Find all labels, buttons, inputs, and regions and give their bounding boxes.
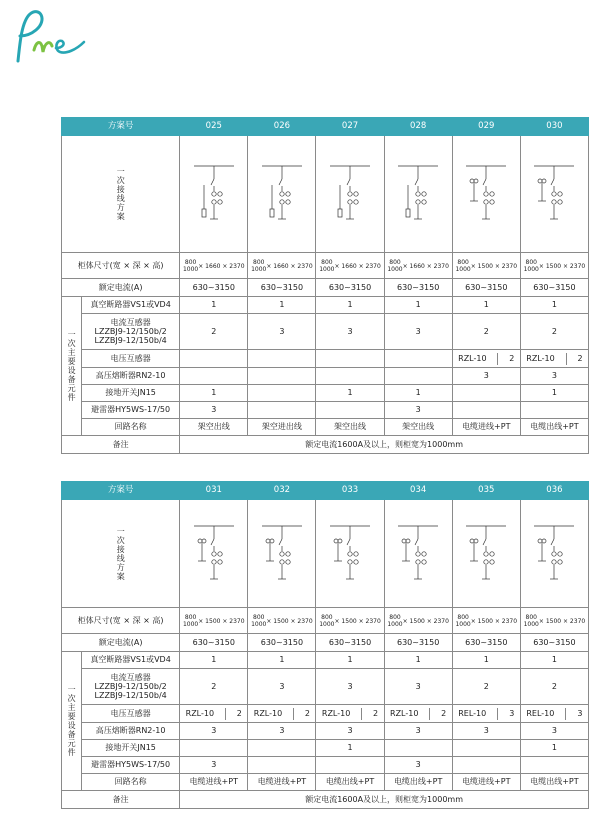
breaker-qty: 1 bbox=[384, 652, 452, 669]
rated-current: 630~3150 bbox=[180, 279, 248, 297]
arrester-qty: 3 bbox=[384, 402, 452, 419]
cabinet-size: 800 1000 × 1500 × 2370 bbox=[452, 608, 520, 634]
scheme-diagram bbox=[248, 136, 316, 253]
cabinet-size: 800 1000 × 1500 × 2370 bbox=[452, 253, 520, 279]
scheme-number: 027 bbox=[316, 118, 384, 136]
breaker-qty: 1 bbox=[248, 652, 316, 669]
arrester-qty bbox=[452, 402, 520, 419]
breaker-label: 真空断路器VS1或VD4 bbox=[82, 652, 180, 669]
scheme-number: 034 bbox=[384, 482, 452, 500]
scheme-number: 025 bbox=[180, 118, 248, 136]
note-text: 额定电流1600A及以上，则柜宽为1000mm bbox=[180, 791, 589, 809]
circuit-diagram-icon bbox=[320, 521, 380, 587]
circuit-name: 架空出线 bbox=[316, 419, 384, 436]
scheme-diagram bbox=[452, 136, 520, 253]
rated-current: 630~3150 bbox=[316, 279, 384, 297]
circuit-diagram-icon bbox=[320, 161, 380, 227]
cabinet-size: 800 1000 × 1500 × 2370 bbox=[180, 608, 248, 634]
earth-qty bbox=[452, 740, 520, 757]
breaker-qty: 1 bbox=[520, 652, 588, 669]
pt-label: 电压互感器 bbox=[82, 350, 180, 368]
arrester-label: 避雷器HY5WS-17/50 bbox=[82, 757, 180, 774]
rated-current: 630~3150 bbox=[180, 634, 248, 652]
ct-qty: 3 bbox=[248, 669, 316, 705]
breaker-qty: 1 bbox=[180, 297, 248, 314]
earth-qty bbox=[248, 385, 316, 402]
scheme-diagram bbox=[180, 136, 248, 253]
fuse-qty bbox=[316, 368, 384, 385]
circuit-diagram-icon bbox=[252, 521, 312, 587]
circuit-name: 电缆进线+PT bbox=[248, 774, 316, 791]
circuit-diagram-icon bbox=[524, 521, 584, 587]
ct-qty: 2 bbox=[520, 314, 588, 350]
circuit-name: 电缆出线+PT bbox=[316, 774, 384, 791]
header-label: 方案号 bbox=[62, 118, 180, 136]
breaker-qty: 1 bbox=[384, 297, 452, 314]
circuit-diagram-icon bbox=[184, 521, 244, 587]
cabinet-size: 800 1000 × 1500 × 2370 bbox=[316, 608, 384, 634]
arrester-qty bbox=[248, 757, 316, 774]
pt-spec bbox=[180, 350, 248, 368]
scheme-row-label: 一次接线方案 bbox=[62, 500, 180, 608]
rated-current: 630~3150 bbox=[384, 279, 452, 297]
arrester-qty bbox=[316, 402, 384, 419]
breaker-qty: 1 bbox=[180, 652, 248, 669]
scheme-number: 033 bbox=[316, 482, 384, 500]
ct-label: 电流互感器 LZZBJ9-12/150b/2 LZZBJ9-12/150b/4 bbox=[82, 314, 180, 350]
circuit-name: 电缆进线+PT bbox=[452, 419, 520, 436]
cabinet-size: 800 1000 × 1660 × 2370 bbox=[180, 253, 248, 279]
earth-qty: 1 bbox=[316, 740, 384, 757]
current-label: 额定电流(A) bbox=[62, 279, 180, 297]
fuse-qty: 3 bbox=[520, 723, 588, 740]
scheme-number: 036 bbox=[520, 482, 588, 500]
pt-spec: RZL-10 2 bbox=[180, 705, 248, 723]
scheme-number: 030 bbox=[520, 118, 588, 136]
pt-spec bbox=[384, 350, 452, 368]
cabinet-size: 800 1000 × 1500 × 2370 bbox=[520, 608, 588, 634]
cabinet-size: 800 1000 × 1660 × 2370 bbox=[384, 253, 452, 279]
scheme-number: 026 bbox=[248, 118, 316, 136]
rated-current: 630~3150 bbox=[384, 634, 452, 652]
earth-qty bbox=[180, 740, 248, 757]
fuse-qty: 3 bbox=[452, 368, 520, 385]
breaker-qty: 1 bbox=[452, 297, 520, 314]
note-label: 备注 bbox=[62, 791, 180, 809]
circuit-diagram-icon bbox=[524, 161, 584, 227]
rated-current: 630~3150 bbox=[452, 634, 520, 652]
pt-spec: RZL-10 2 bbox=[384, 705, 452, 723]
circuit-diagram-icon bbox=[456, 161, 516, 227]
table-header bbox=[62, 482, 589, 500]
cabinet-size: 800 1000 × 1500 × 2370 bbox=[248, 608, 316, 634]
circuit-name: 架空进出线 bbox=[248, 419, 316, 436]
scheme-diagram bbox=[452, 500, 520, 608]
scheme-number: 028 bbox=[384, 118, 452, 136]
cabinet-size: 800 1000 × 1660 × 2370 bbox=[316, 253, 384, 279]
scheme-diagram bbox=[180, 500, 248, 608]
arrester-qty: 3 bbox=[180, 757, 248, 774]
scheme-table bbox=[61, 117, 589, 454]
pt-spec bbox=[316, 350, 384, 368]
earth-qty: 1 bbox=[384, 385, 452, 402]
arrester-qty bbox=[520, 757, 588, 774]
circuit-diagram-icon bbox=[252, 161, 312, 227]
arrester-qty bbox=[316, 757, 384, 774]
scheme-diagram bbox=[316, 500, 384, 608]
scheme-table bbox=[61, 481, 589, 809]
fuse-label: 高压熔断器RN2-10 bbox=[82, 368, 180, 385]
fuse-qty: 3 bbox=[384, 723, 452, 740]
pt-spec bbox=[248, 350, 316, 368]
circuit-name: 电缆出线+PT bbox=[384, 774, 452, 791]
pt-spec: RZL-10 2 bbox=[452, 350, 520, 368]
ct-qty: 2 bbox=[180, 314, 248, 350]
scheme-row-label: 一次接线方案 bbox=[62, 136, 180, 253]
circuit-diagram-icon bbox=[184, 161, 244, 227]
group-label: 一次主要设备元件 bbox=[62, 652, 82, 791]
group-label: 一次主要设备元件 bbox=[62, 297, 82, 436]
pt-spec: RZL-10 2 bbox=[248, 705, 316, 723]
fuse-qty bbox=[248, 368, 316, 385]
rated-current: 630~3150 bbox=[520, 634, 588, 652]
earth-qty bbox=[384, 740, 452, 757]
fuse-label: 高压熔断器RN2-10 bbox=[82, 723, 180, 740]
scheme-number: 031 bbox=[180, 482, 248, 500]
fuse-qty: 3 bbox=[452, 723, 520, 740]
circuit-diagram-icon bbox=[388, 161, 448, 227]
circuit-name: 电缆出线+PT bbox=[520, 774, 588, 791]
ct-qty: 2 bbox=[452, 669, 520, 705]
pt-spec: REL-10 3 bbox=[520, 705, 588, 723]
earth-qty: 1 bbox=[316, 385, 384, 402]
rated-current: 630~3150 bbox=[452, 279, 520, 297]
earth-qty bbox=[248, 740, 316, 757]
note-label: 备注 bbox=[62, 436, 180, 454]
scheme-diagram bbox=[248, 500, 316, 608]
scheme-diagram bbox=[384, 500, 452, 608]
rated-current: 630~3150 bbox=[520, 279, 588, 297]
arrester-qty: 3 bbox=[384, 757, 452, 774]
cabinet-size: 800 1000 × 1660 × 2370 bbox=[248, 253, 316, 279]
logo-icon bbox=[10, 6, 90, 66]
arrester-qty: 3 bbox=[180, 402, 248, 419]
arrester-qty bbox=[452, 757, 520, 774]
breaker-qty: 1 bbox=[316, 297, 384, 314]
circuit-name: 架空出线 bbox=[384, 419, 452, 436]
earth-label: 接地开关JN15 bbox=[82, 740, 180, 757]
ct-qty: 3 bbox=[384, 314, 452, 350]
breaker-qty: 1 bbox=[316, 652, 384, 669]
ct-label: 电流互感器 LZZBJ9-12/150b/2 LZZBJ9-12/150b/4 bbox=[82, 669, 180, 705]
circuit-label: 回路名称 bbox=[82, 419, 180, 436]
current-label: 额定电流(A) bbox=[62, 634, 180, 652]
ct-qty: 2 bbox=[452, 314, 520, 350]
circuit-name: 电缆进线+PT bbox=[452, 774, 520, 791]
scheme-number: 029 bbox=[452, 118, 520, 136]
scheme-diagram bbox=[316, 136, 384, 253]
breaker-qty: 1 bbox=[520, 297, 588, 314]
arrester-label: 避雷器HY5WS-17/50 bbox=[82, 402, 180, 419]
breaker-qty: 1 bbox=[452, 652, 520, 669]
circuit-diagram-icon bbox=[388, 521, 448, 587]
fuse-qty: 3 bbox=[180, 723, 248, 740]
earth-label: 接地开关JN15 bbox=[82, 385, 180, 402]
arrester-qty bbox=[520, 402, 588, 419]
rated-current: 630~3150 bbox=[248, 279, 316, 297]
ct-qty: 2 bbox=[180, 669, 248, 705]
scheme-diagram bbox=[384, 136, 452, 253]
arrester-qty bbox=[248, 402, 316, 419]
pt-spec: REL-10 3 bbox=[452, 705, 520, 723]
circuit-diagram-icon bbox=[456, 521, 516, 587]
cabinet-size: 800 1000 × 1500 × 2370 bbox=[520, 253, 588, 279]
circuit-label: 回路名称 bbox=[82, 774, 180, 791]
circuit-name: 架空出线 bbox=[180, 419, 248, 436]
breaker-label: 真空断路器VS1或VD4 bbox=[82, 297, 180, 314]
breaker-qty: 1 bbox=[248, 297, 316, 314]
size-label: 柜体尺寸(宽 × 深 × 高) bbox=[62, 253, 180, 279]
earth-qty bbox=[452, 385, 520, 402]
earth-qty: 1 bbox=[520, 385, 588, 402]
pt-spec: RZL-10 2 bbox=[316, 705, 384, 723]
scheme-diagram bbox=[520, 136, 588, 253]
rated-current: 630~3150 bbox=[248, 634, 316, 652]
size-label: 柜体尺寸(宽 × 深 × 高) bbox=[62, 608, 180, 634]
fuse-qty: 3 bbox=[316, 723, 384, 740]
ct-qty: 3 bbox=[384, 669, 452, 705]
ct-qty: 2 bbox=[520, 669, 588, 705]
circuit-name: 电缆出线+PT bbox=[520, 419, 588, 436]
scheme-number: 032 bbox=[248, 482, 316, 500]
circuit-name: 电缆进线+PT bbox=[180, 774, 248, 791]
rated-current: 630~3150 bbox=[316, 634, 384, 652]
scheme-diagram bbox=[520, 500, 588, 608]
ct-qty: 3 bbox=[316, 669, 384, 705]
fuse-qty bbox=[384, 368, 452, 385]
pt-spec: RZL-10 2 bbox=[520, 350, 588, 368]
fuse-qty: 3 bbox=[520, 368, 588, 385]
ct-qty: 3 bbox=[316, 314, 384, 350]
scheme-number: 035 bbox=[452, 482, 520, 500]
table-header bbox=[62, 118, 589, 136]
header-label: 方案号 bbox=[62, 482, 180, 500]
note-text: 额定电流1600A及以上，则柜宽为1000mm bbox=[180, 436, 589, 454]
earth-qty: 1 bbox=[520, 740, 588, 757]
pt-label: 电压互感器 bbox=[82, 705, 180, 723]
cabinet-size: 800 1000 × 1500 × 2370 bbox=[384, 608, 452, 634]
fuse-qty: 3 bbox=[248, 723, 316, 740]
fuse-qty bbox=[180, 368, 248, 385]
ct-qty: 3 bbox=[248, 314, 316, 350]
earth-qty: 1 bbox=[180, 385, 248, 402]
